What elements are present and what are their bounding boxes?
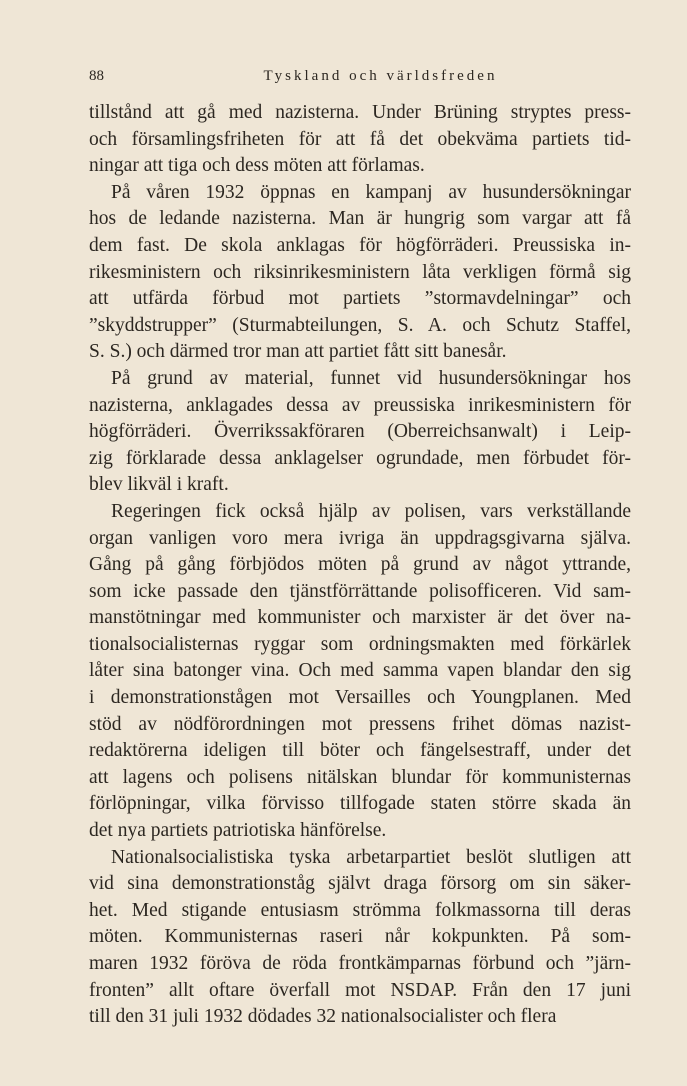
text-line: manstötningar med kommunister och marxister är det över na- — [89, 607, 631, 629]
text-line: zig förklarade dessa anklagelser ogrundade, men förbudet för- — [89, 447, 631, 469]
text-line: fronten” allt oftare överfall mot NSDAP. Från den 17 juni — [89, 979, 631, 1001]
paragraph — [89, 100, 631, 180]
text-line: låter sina batonger vina. Och med samma vapen blandar den sig — [89, 660, 631, 682]
text-line: och församlingsfriheten för att få det obekväma partiets tid- — [89, 128, 631, 150]
text-line: det nya partiets patriotiska hänförelse. — [89, 820, 387, 842]
body-text — [89, 100, 631, 1031]
text-line: På grund av material, funnet vid husundersökningar hos — [111, 367, 631, 389]
text-line: redaktörerna ideligen till böter och fängelsestraff, under det — [89, 740, 631, 762]
text-line: möten. Kommunisternas raseri når kokpunkten. På som- — [89, 926, 631, 948]
text-line: Nationalsocialistiska tyska arbetarpartiet beslöt slutligen att — [111, 846, 631, 868]
text-line: Regeringen fick också hjälp av polisen, vars verkställande — [111, 500, 631, 522]
text-line: ningar att tiga och dess möten att förlamas. — [89, 155, 425, 177]
text-line: ”skyddstrupper” (Sturmabteilungen, S. A. och Schutz Staffel, — [89, 314, 631, 336]
text-line: i demonstrationstågen mot Versailles och Youngplanen. Med — [89, 687, 631, 709]
text-line: till den 31 juli 1932 dödades 32 nationalsocialister och flera — [89, 1006, 557, 1028]
page-header — [89, 68, 632, 92]
page-number: 88 — [89, 68, 104, 84]
text-line: På våren 1932 öppnas en kampanj av husundersökningar — [111, 181, 631, 203]
text-line: vid sina demonstrationståg självt draga försorg om sin säker- — [89, 873, 631, 895]
paragraph — [89, 180, 631, 366]
text-line: högförräderi. Överrikssakföraren (Oberreichsanwalt) i Leip- — [89, 421, 631, 443]
text-line: hos de ledande nazisterna. Man är hungrig som vargar att få — [89, 208, 631, 230]
text-line: organ vanligen voro mera ivriga än uppdragsgivarna själva. — [89, 527, 631, 549]
text-line: att utfärda förbud mot partiets ”stormavdelningar” och — [89, 288, 631, 310]
text-line: Gång på gång förbjödos möten på grund av något yttrande, — [89, 554, 631, 576]
text-line: blev likväl i kraft. — [89, 474, 229, 496]
text-line: het. Med stigande entusiasm strömma folkmassorna till deras — [89, 899, 631, 921]
text-line: rikesministern och riksinrikesministern låta verkligen förmå sig — [89, 261, 631, 283]
text-line: förlöpningar, vilka förvisso tillfogade staten större skada än — [89, 793, 631, 815]
text-line: stöd av nödförordningen mot pressens frihet dömas nazist- — [89, 713, 631, 735]
paragraph — [89, 366, 631, 499]
text-line: som icke passade den tjänstförrättande polisofficeren. Vid sam- — [89, 580, 631, 602]
text-line: att lagens och polisens nitälskan blundar för kommunisternas — [89, 766, 631, 788]
text-line: nazisterna, anklagades dessa av preussiska inrikesministern för — [89, 394, 631, 416]
text-line: dem fast. De skola anklagas för högförräderi. Preussiska in- — [89, 234, 631, 256]
paragraph — [89, 845, 631, 1031]
running-title: Tyskland och världsfreden — [263, 68, 498, 84]
text-line: tillstånd att gå med nazisterna. Under Brüning stryptes press- — [89, 102, 631, 123]
paragraph — [89, 499, 631, 845]
text-line: tionalsocialisternas ryggar som ordningsmakten med förkärlek — [89, 633, 631, 655]
text-line: maren 1932 föröva de röda frontkämparnas förbund och ”järn- — [89, 953, 631, 974]
text-line: S. S.) och därmed tror man att partiet fått sitt banesår. — [89, 341, 507, 363]
